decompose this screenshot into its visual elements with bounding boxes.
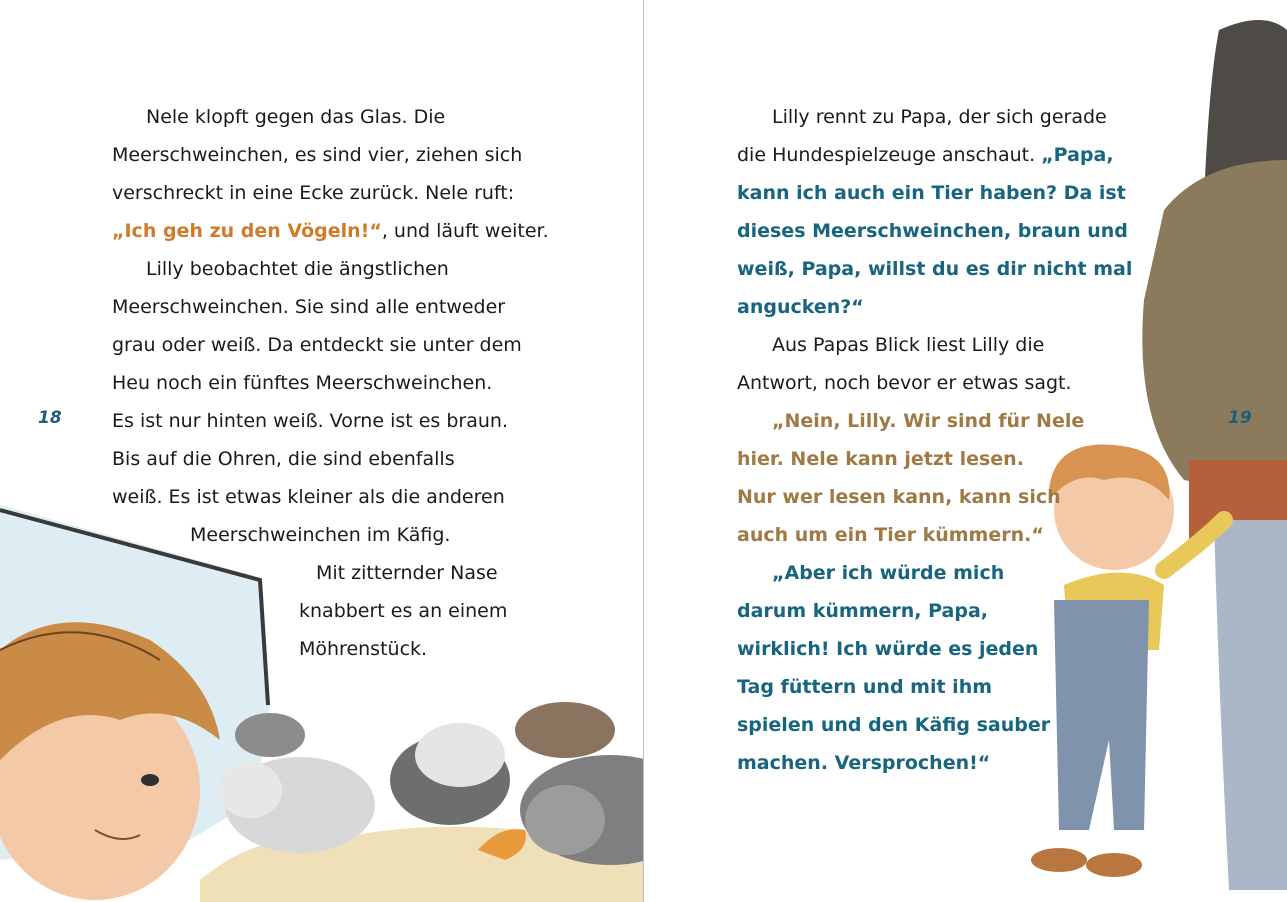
speech-segment: Nur wer lesen kann, kann sich bbox=[737, 486, 1061, 508]
text-line bbox=[112, 440, 455, 478]
text-segment: Meerschweinchen, es sind vier, ziehen sich bbox=[112, 144, 523, 166]
text-line bbox=[112, 478, 505, 516]
text-line bbox=[299, 630, 427, 668]
text-line bbox=[316, 554, 498, 592]
speech-segment: darum kümmern, Papa, bbox=[737, 600, 988, 622]
speech-segment: weiß, Papa, willst du es dir nicht mal bbox=[737, 258, 1133, 280]
speech-line bbox=[772, 402, 1084, 440]
speech-line bbox=[737, 212, 1128, 250]
speech-segment: „Ich geh zu den Vögeln!“ bbox=[112, 220, 382, 242]
page-number-right: 19 bbox=[1228, 408, 1252, 428]
speech-segment: auch um ein Tier kümmern.“ bbox=[737, 524, 1044, 546]
speech-line bbox=[737, 516, 1044, 554]
speech-segment: Tag füttern und mit ihm bbox=[737, 676, 993, 698]
text-segment: knabbert es an einem bbox=[299, 600, 508, 622]
speech-segment: hier. Nele kann jetzt lesen. bbox=[737, 448, 1024, 470]
speech-line bbox=[772, 554, 1004, 592]
text-segment: Antwort, noch bevor er etwas sagt. bbox=[737, 372, 1072, 394]
text-line bbox=[112, 402, 508, 440]
text-line bbox=[190, 516, 450, 554]
text-segment: , und läuft weiter. bbox=[381, 220, 549, 242]
text-segment: Bis auf die Ohren, die sind ebenfalls bbox=[112, 448, 455, 470]
speech-line bbox=[737, 592, 988, 630]
text-segment: verschreckt in eine Ecke zurück. Nele ruft: bbox=[112, 182, 515, 204]
speech-segment: machen. Versprochen!“ bbox=[737, 752, 991, 774]
speech-line bbox=[737, 250, 1132, 288]
speech-segment: dieses Meerschweinchen, braun und bbox=[737, 220, 1128, 242]
text-line bbox=[772, 98, 1107, 136]
text-segment: Nele klopft gegen das Glas. Die bbox=[146, 106, 446, 128]
text-line bbox=[146, 98, 445, 136]
speech-segment: spielen und den Käfig sauber bbox=[737, 714, 1051, 736]
speech-segment: „Nein, Lilly. Wir sind für Nele bbox=[772, 410, 1085, 432]
text-segment: grau oder weiß. Da entdeckt sie unter dem bbox=[112, 334, 522, 356]
text-segment: die Hundespielzeuge anschaut. bbox=[737, 144, 1042, 166]
speech-segment: „Aber ich würde mich bbox=[772, 562, 1005, 584]
speech-line bbox=[737, 630, 1038, 668]
text-segment: Aus Papas Blick liest Lilly die bbox=[772, 334, 1045, 356]
text-line bbox=[112, 136, 522, 174]
text-line bbox=[737, 364, 1072, 402]
speech-line bbox=[737, 478, 1061, 516]
speech-line bbox=[737, 174, 1126, 212]
text-segment: Lilly rennt zu Papa, der sich gerade bbox=[772, 106, 1107, 128]
text-segment: Meerschweinchen im Käfig. bbox=[190, 524, 451, 546]
speech-segment: wirklich! Ich würde es jeden bbox=[737, 638, 1039, 660]
speech-line bbox=[737, 440, 1024, 478]
speech-line bbox=[737, 744, 990, 782]
right-page bbox=[644, 0, 1287, 902]
speech-segment: angucken?“ bbox=[737, 296, 864, 318]
speech-line bbox=[737, 288, 864, 326]
text-line bbox=[112, 288, 505, 326]
text-segment: Lilly beobachtet die ängstlichen bbox=[146, 258, 449, 280]
speech-segment: kann ich auch ein Tier haben? Da ist bbox=[737, 182, 1126, 204]
text-line bbox=[299, 592, 507, 630]
text-line bbox=[112, 174, 514, 212]
speech-line bbox=[737, 668, 992, 706]
speech-segment: „Papa, bbox=[1041, 144, 1114, 166]
text-segment: Meerschweinchen. Sie sind alle entweder bbox=[112, 296, 506, 318]
text-segment: Möhrenstück. bbox=[299, 638, 428, 660]
page-number-left: 18 bbox=[38, 408, 62, 428]
text-line bbox=[112, 212, 549, 250]
text-line bbox=[112, 326, 522, 364]
speech-line bbox=[737, 706, 1050, 744]
text-line bbox=[737, 136, 1114, 174]
text-segment: weiß. Es ist etwas kleiner als die anderen bbox=[112, 486, 505, 508]
text-line bbox=[772, 326, 1044, 364]
text-segment: Heu noch ein fünftes Meerschweinchen. bbox=[112, 372, 493, 394]
text-line bbox=[146, 250, 449, 288]
text-segment: Mit zitternder Nase bbox=[316, 562, 498, 584]
text-segment: Es ist nur hinten weiß. Vorne ist es braun. bbox=[112, 410, 509, 432]
text-line bbox=[112, 364, 492, 402]
